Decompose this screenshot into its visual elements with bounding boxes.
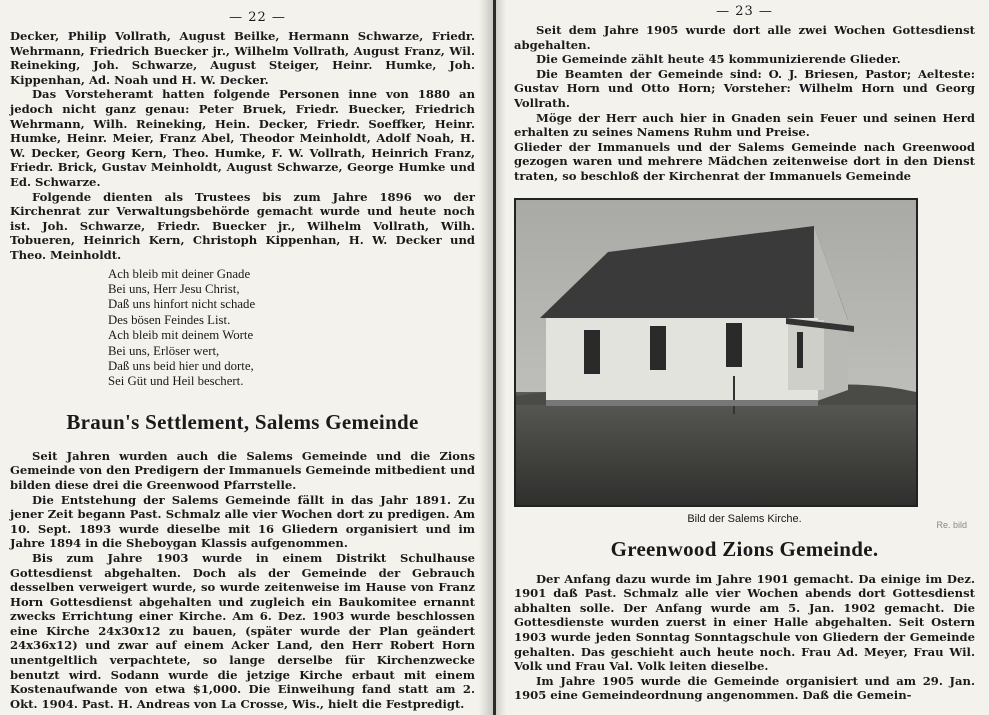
right-page bbox=[493, 0, 989, 715]
zions-organization-paragraph: Im Jahre 1905 wurde die Gemeinde organisiert und am 29. Jan. 1905 eine Gemeindeordnung angenommen. Daß die Gemein- bbox=[514, 673, 975, 703]
hymn-line: Daß uns hinfort nicht schade bbox=[108, 297, 256, 312]
hymn-line: Daß uns beid hier und dorte, bbox=[108, 358, 254, 373]
zions-history-paragraph: Der Anfang dazu wurde im Jahre 1901 gemacht. Da einige im Dez. 1901 daß Past. Schmalz alle vier Wochen abends dort Gottesdienst abhalten solle. Der Anfang wurde am 5. Jan. 1902 gemacht. Die Gottesdienste wurden zuerst in einer Halle abgehalten. Seit Ostern 1903 wurde jeden Sonntag Sonntagschule von Gliedern der Gemeinde gehalten. Das geschieht auch heute noch. Frau Ad. Meyer, Frau Wil. Volk und Frau Val. Volk leiten dieselbe. bbox=[514, 571, 975, 674]
names-paragraph: Decker, Philip Vollrath, August Beilke, Hermann Schwarze, Friedr. Wehrmann, Friedrich Buecker jr., Wilhelm Vollrath, August Franz, Wil. Reineking, Joh. Schwarze, August Steiger, Heinr. Humke, Joh. Kippenhan, Ad. Noah und H. W. Decker. bbox=[10, 29, 475, 87]
gutter-shadow bbox=[496, 0, 506, 715]
pencil-annotation: Re. bild bbox=[936, 520, 967, 530]
salems-intro-paragraph: Seit Jahren wurden auch die Salems Gemeinde und die Zions Gemeinde von den Predigern der Immanuels Gemeinde mitbedient und bilden diese drei die Greenwood Pfarrstelle. bbox=[10, 448, 475, 492]
hymn-line: Bei uns, Erlöser wert, bbox=[108, 343, 220, 358]
salems-church-paragraph: Bis zum Jahre 1903 wurde in einem Distrikt Schulhause Gottesdienst abgehalten. Doch als der Gemeinde der Gebrauch desselben verweigert wurde, so wurde zeitenweise im Hause von Franz Horn Gottesdienst abgehalten und zugleich ein Baukomitee ernannt zwecks Errichtung einer Kirche. Am 6. Dez. 1903 wurde beschlossen eine Kirche 24x30x12 zu bauen, (später wurde der Plan geändert 24x36x12) und zwar auf einem Acker Land, den Herr Robert Horn unentgeltlich verpachtete, so lange derselbe für Kirchenzwecke benutzt wird. Sodann wurde die jetzige Kirche erbaut mit einem Kostenaufwande von etwa $1,000. Die Einweihung fand statt am 2. Okt. 1904. Past. H. Andreas von La Crosse, Wis., hielt die Festpredigt. bbox=[10, 550, 475, 711]
photo-caption: Bild der Salems Kirche. bbox=[687, 512, 802, 525]
hymn-line: Des bösen Feindes List. bbox=[108, 312, 231, 327]
salems-history-paragraph: Die Entstehung der Salems Gemeinde fällt in das Jahr 1891. Zu jener Zeit begann Past. Schmalz alle vier Wochen dort zu predigen. Am 10. Sept. 1893 wurde dieselbe mit 16 Gliedern organisiert und im Jahre 1894 in die Sheboygan Klassis aufgenommen. bbox=[10, 492, 475, 551]
hymn-line: Ach bleib mit deiner Gnade bbox=[108, 266, 251, 281]
continuation-paragraph: Glieder der Immanuels und der Salems Gemeinde nach Greenwood gezogen waren und mehrere Mädchen zeitenweise dort in den Dienst traten, so beschloß der Kirchenrat der Immanuels Gemeinde bbox=[514, 139, 975, 183]
trustees-paragraph: Folgende dienten als Trustees bis zum Jahre 1896 wo der Kirchenrat zur Verwaltungsbehörde gemacht wurde und heute noch ist. Joh. Schwarze, Friedr. Buecker jr., Wilhelm Vollrath, Wilh. Tobueren, Heinrich Kern, Christoph Kippenhan, H. W. Decker und Theo. Meinholdt. bbox=[10, 189, 475, 262]
gutter-shadow bbox=[479, 0, 493, 715]
section-heading-salems: Braun's Settlement, Salems Gemeinde bbox=[66, 409, 419, 434]
section-heading-zions: Greenwood Zions Gemeinde. bbox=[610, 536, 879, 561]
services-paragraph: Seit dem Jahre 1905 wurde dort alle zwei Wochen Gottesdienst abgehalten. bbox=[514, 23, 975, 52]
church-photo-illustration bbox=[516, 200, 916, 505]
church-photo bbox=[514, 198, 918, 507]
hymn-line: Ach bleib mit deinem Worte bbox=[108, 328, 254, 343]
left-page bbox=[0, 0, 493, 715]
members-paragraph: Die Gemeinde zählt heute 45 kommunizierende Glieder. bbox=[536, 52, 901, 67]
hymn-verse bbox=[108, 267, 475, 390]
vorsteher-paragraph: Das Vorsteheramt hatten folgende Personen inne von 1880 an jedoch nicht ganz genau: Peter Bruek, Friedr. Buecker, Friedrich Wehrmann, Wilh. Reineking, Hein. Decker, Friedr. Soeffker, Heinr. Humke, Heinr. Meier, Franz Abel, Theodor Meinholdt, Adolf Noah, H. W. Decker, Georg Kern, Theo. Humke, F. W. Vollrath, Heinrich Franz, Friedr. Brick, Gustav Meinholdt, August Schwarze, George Humke und Ed. Schwarze. bbox=[10, 87, 475, 189]
page-number-right: — 23 — bbox=[716, 4, 773, 19]
hymn-line: Bei uns, Herr Jesu Christ, bbox=[108, 281, 240, 296]
hymn-line: Sei Güt und Heil beschert. bbox=[108, 374, 244, 389]
officers-paragraph: Die Beamten der Gemeinde sind: O. J. Briesen, Pastor; Aelteste: Gustav Horn und Otto Horn; Vorsteher: Wilhelm Horn und Georg Vollrath. bbox=[514, 66, 975, 110]
blessing-paragraph: Möge der Herr auch hier in Gnaden sein Feuer und seinen Herd erhalten zu seines Namens Ruhm und Preise. bbox=[514, 110, 975, 140]
page-number-left: — 22 — bbox=[229, 10, 286, 25]
